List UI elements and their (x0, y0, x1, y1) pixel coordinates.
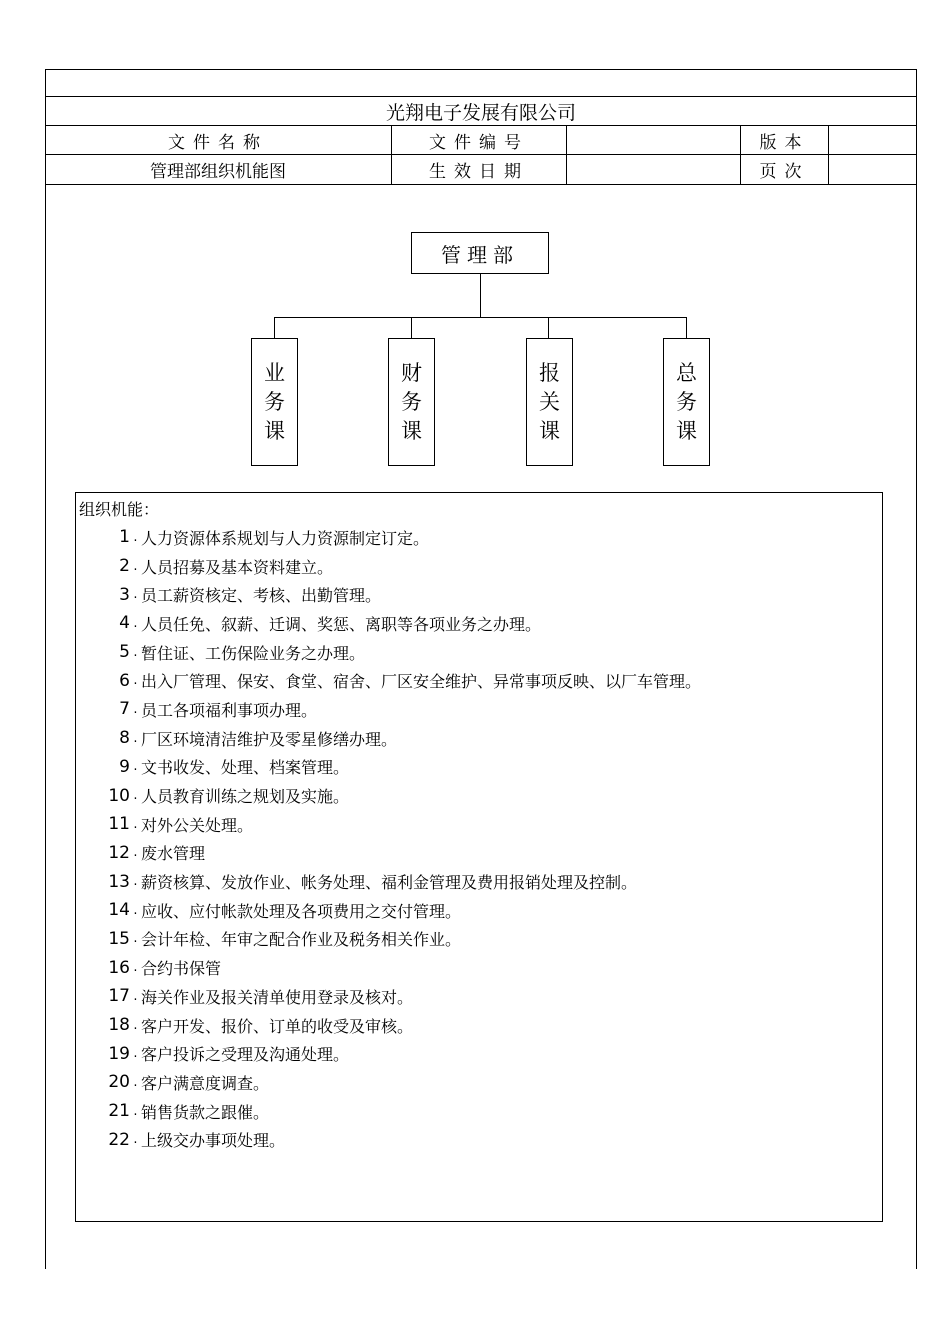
function-number: 9 (119, 756, 130, 777)
function-separator: . (133, 902, 138, 918)
function-item (76, 523, 701, 552)
function-number: 18 (108, 1015, 130, 1036)
function-item (76, 1011, 701, 1040)
function-number: 11 (108, 814, 130, 835)
org-dept-char: 课 (264, 418, 285, 443)
doc-name-value: 管理部组织机能图 (150, 162, 286, 182)
function-number: 17 (108, 986, 130, 1007)
function-text: 员工各项福利事项办理。 (141, 700, 318, 720)
function-separator: . (133, 730, 138, 746)
function-separator: . (133, 1132, 138, 1148)
org-dept-finance (388, 338, 435, 466)
function-number: 5 (119, 642, 130, 663)
function-number: 2 (119, 556, 130, 577)
org-connector (411, 317, 412, 338)
function-item (76, 552, 701, 581)
function-separator: . (133, 558, 138, 574)
function-item (76, 580, 701, 609)
function-item (76, 695, 701, 724)
function-number: 16 (108, 957, 130, 978)
function-text: 客户投诉之受理及沟通处理。 (141, 1045, 350, 1065)
org-dept-char: 务 (676, 389, 697, 414)
function-text: 客户开发、报价、订单的收受及审核。 (141, 1016, 414, 1036)
function-item (76, 810, 701, 839)
function-text: 薪资核算、发放作业、帐务处理、福利金管理及费用报销处理及控制。 (141, 873, 638, 893)
function-separator: . (133, 931, 138, 947)
function-number: 7 (119, 699, 130, 720)
function-separator: . (133, 701, 138, 717)
org-dept-business (251, 338, 298, 466)
function-text: 废水管理 (141, 844, 206, 864)
functions-title: 组织机能： (79, 500, 160, 519)
org-dept-char: 总 (676, 360, 697, 385)
function-number: 21 (108, 1101, 130, 1122)
function-text: 人员招募及基本资料建立。 (141, 557, 334, 577)
org-dept-char: 务 (401, 389, 422, 414)
org-root-box (411, 232, 549, 274)
version-label: 版本 (759, 132, 810, 153)
function-item (76, 839, 701, 868)
org-dept-char: 课 (401, 418, 422, 443)
function-text: 员工薪资核定、考核、出勤管理。 (141, 586, 382, 606)
company-name: 光翔电子发展有限公司 (385, 101, 576, 124)
function-item (76, 1068, 701, 1097)
function-item (76, 609, 701, 638)
function-number: 4 (119, 613, 130, 634)
function-number: 19 (108, 1043, 130, 1064)
function-item (76, 953, 701, 982)
org-dept-general-affairs (663, 338, 710, 466)
function-item (76, 753, 701, 782)
function-separator: . (133, 615, 138, 631)
function-separator: . (133, 673, 138, 689)
function-item (76, 1039, 701, 1068)
function-item (76, 982, 701, 1011)
org-dept-char: 财 (401, 360, 422, 385)
function-item (76, 781, 701, 810)
function-item (76, 1097, 701, 1126)
function-number: 8 (119, 728, 130, 749)
function-number: 14 (108, 900, 130, 921)
function-text: 客户满意度调查。 (141, 1073, 270, 1093)
function-item (76, 666, 701, 695)
function-text: 应收、应付帐款处理及各项费用之交付管理。 (141, 901, 462, 921)
doc-number-label: 文件编号 (429, 132, 529, 153)
org-connector (274, 317, 687, 318)
function-text: 上级交办事项处理。 (141, 1131, 286, 1151)
function-text: 文书收发、处理、档案管理。 (141, 758, 350, 778)
function-number: 3 (119, 584, 130, 605)
function-separator: . (133, 644, 138, 660)
function-separator: . (133, 988, 138, 1004)
function-number: 13 (108, 871, 130, 892)
function-item (76, 724, 701, 753)
function-item (76, 925, 701, 954)
function-separator: . (133, 960, 138, 976)
function-number: 1 (119, 527, 130, 548)
function-number: 12 (108, 842, 130, 863)
function-text: 人员教育训练之规划及实施。 (141, 787, 350, 807)
functions-box (75, 492, 883, 1222)
function-text: 会计年检、年审之配合作业及税务相关作业。 (141, 930, 462, 950)
function-number: 22 (108, 1129, 130, 1150)
function-text: 对外公关处理。 (141, 815, 254, 835)
org-dept-char: 业 (264, 360, 285, 385)
org-root-label: 管理部 (441, 242, 519, 267)
function-separator: . (133, 1103, 138, 1119)
doc-number-value (567, 126, 740, 154)
effective-date-label: 生效日期 (429, 162, 529, 182)
function-number: 15 (108, 928, 130, 949)
function-separator: . (133, 587, 138, 603)
version-value (829, 126, 917, 154)
org-dept-char: 报 (539, 360, 560, 385)
org-connector (548, 317, 549, 338)
functions-list (76, 523, 701, 1154)
header-divider (45, 184, 917, 185)
function-number: 20 (108, 1072, 130, 1093)
function-separator: . (133, 529, 138, 545)
org-connector (686, 317, 687, 338)
function-text: 海关作业及报关清单使用登录及核对。 (141, 987, 414, 1007)
org-connector (274, 317, 275, 338)
function-separator: . (133, 845, 138, 861)
page-value (829, 155, 917, 184)
org-dept-char: 务 (264, 389, 285, 414)
function-text: 人力资源体系规划与人力资源制定订定。 (141, 528, 430, 548)
function-item (76, 638, 701, 667)
function-separator: . (133, 816, 138, 832)
function-separator: . (133, 1074, 138, 1090)
org-dept-char: 课 (539, 418, 560, 443)
page-label: 页次 (759, 162, 810, 182)
function-item (76, 867, 701, 896)
function-separator: . (133, 1046, 138, 1062)
doc-name-label: 文件名称 (168, 132, 268, 153)
function-separator: . (133, 759, 138, 775)
org-dept-customs (526, 338, 573, 466)
function-number: 10 (108, 785, 130, 806)
function-item (76, 1125, 701, 1154)
function-text: 销售货款之跟催。 (141, 1102, 270, 1122)
org-dept-char: 关 (539, 389, 560, 414)
function-separator: . (133, 874, 138, 890)
function-text: 出入厂管理、保安、食堂、宿舍、厂区安全维护、异常事项反映、以厂车管理。 (141, 672, 702, 692)
function-text: 暂住证、工伤保险业务之办理。 (141, 643, 366, 663)
function-text: 合约书保管 (141, 959, 222, 979)
function-item (76, 896, 701, 925)
org-dept-char: 课 (676, 418, 697, 443)
function-separator: . (133, 1017, 138, 1033)
function-text: 人员任免、叙薪、迁调、奖惩、离职等各项业务之办理。 (141, 614, 542, 634)
function-text: 厂区环境清洁维护及零星修缮办理。 (141, 729, 398, 749)
effective-date-value (567, 155, 740, 184)
org-connector (480, 274, 481, 318)
function-number: 6 (119, 670, 130, 691)
function-separator: . (133, 788, 138, 804)
